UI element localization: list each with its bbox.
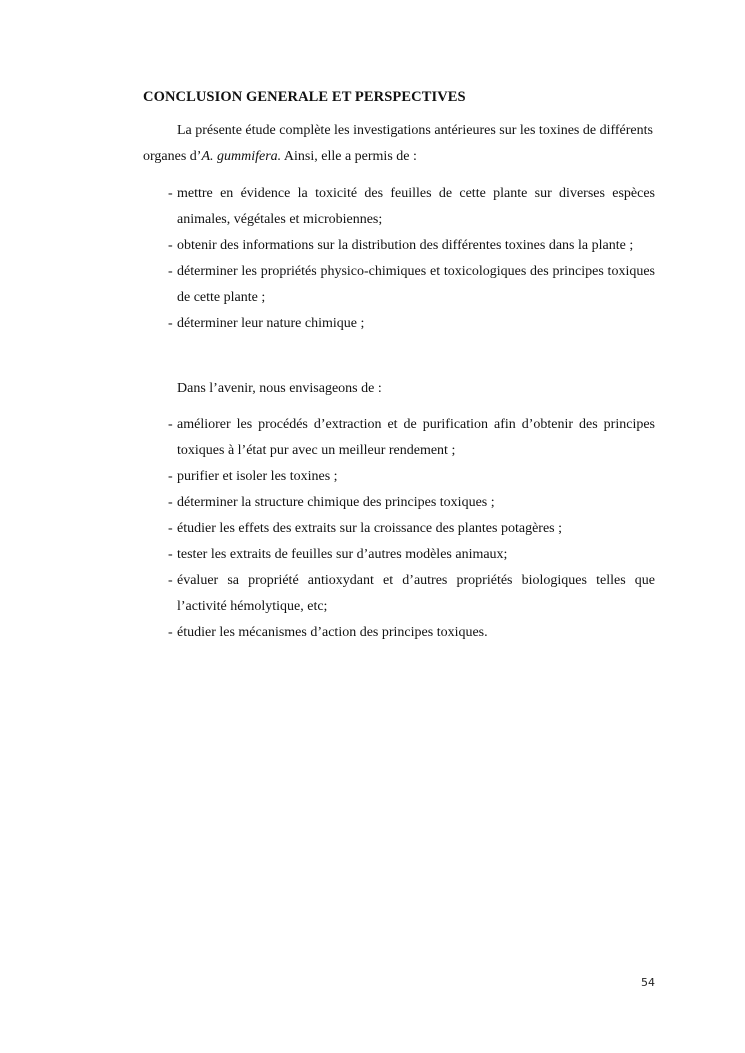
intro-paragraph: [143, 118, 655, 170]
list-item-text: améliorer les procédés d’extraction et de purification afin d’obtenir des principes toxiques à l’état pur avec un meilleur rendement ;: [177, 417, 655, 458]
list-item-text: tester les extraits de feuilles sur d’autres modèles animaux;: [177, 547, 508, 562]
objectives-list: [168, 181, 655, 337]
dash-bullet: -: [168, 264, 173, 279]
list-item-text: étudier les mécanismes d’action des principes toxiques.: [177, 625, 488, 640]
dash-bullet: -: [168, 547, 173, 562]
list-item: [168, 490, 655, 516]
list-item-text: déterminer leur nature chimique ;: [177, 316, 365, 331]
list-item-text: déterminer la structure chimique des principes toxiques ;: [177, 495, 495, 510]
dash-bullet: -: [168, 521, 173, 536]
dash-bullet: -: [168, 186, 173, 201]
list-item: [168, 542, 655, 568]
list-item: [168, 620, 655, 646]
dash-bullet: -: [168, 625, 173, 640]
dash-bullet: -: [168, 238, 173, 253]
list-item-text: déterminer les propriétés physico-chimiques et toxicologiques des principes toxiques de cette plante ;: [177, 264, 655, 305]
dash-bullet: -: [168, 573, 173, 588]
list-item-text: purifier et isoler les toxines ;: [177, 469, 338, 484]
list-item-text: mettre en évidence la toxicité des feuilles de cette plante sur diverses espèces animales, végétales et microbiennes;: [177, 186, 655, 227]
list-item-text: obtenir des informations sur la distribution des différentes toxines dans la plante ;: [177, 238, 634, 253]
list-item-text: étudier les effets des extraits sur la croissance des plantes potagères ;: [177, 521, 562, 536]
list-item: [168, 516, 655, 542]
list-item: [168, 464, 655, 490]
dash-bullet: -: [168, 495, 173, 510]
list-item: [168, 259, 655, 311]
intro-text-end: Ainsi, elle a permis de :: [281, 149, 417, 164]
dash-bullet: -: [168, 316, 173, 331]
intro-text: La présente étude complète les investigations antérieures sur les toxines de différents organes d’: [143, 123, 653, 164]
species-name: A. gummifera.: [201, 149, 282, 164]
list-item: [168, 181, 655, 233]
list-item: [168, 412, 655, 464]
list-item: [168, 233, 655, 259]
list-item: [168, 568, 655, 620]
list-item: [168, 311, 655, 337]
page-number: 54: [641, 976, 655, 989]
perspectives-list: [168, 412, 655, 646]
list-item-text: évaluer sa propriété antioxydant et d’autres propriétés biologiques telles que l’activité hémolytique, etc;: [177, 573, 655, 614]
section-title: CONCLUSION GENERALE ET PERSPECTIVES: [143, 89, 466, 105]
dash-bullet: -: [168, 469, 173, 484]
future-intro-paragraph: Dans l’avenir, nous envisageons de :: [177, 381, 382, 396]
dash-bullet: -: [168, 417, 173, 432]
